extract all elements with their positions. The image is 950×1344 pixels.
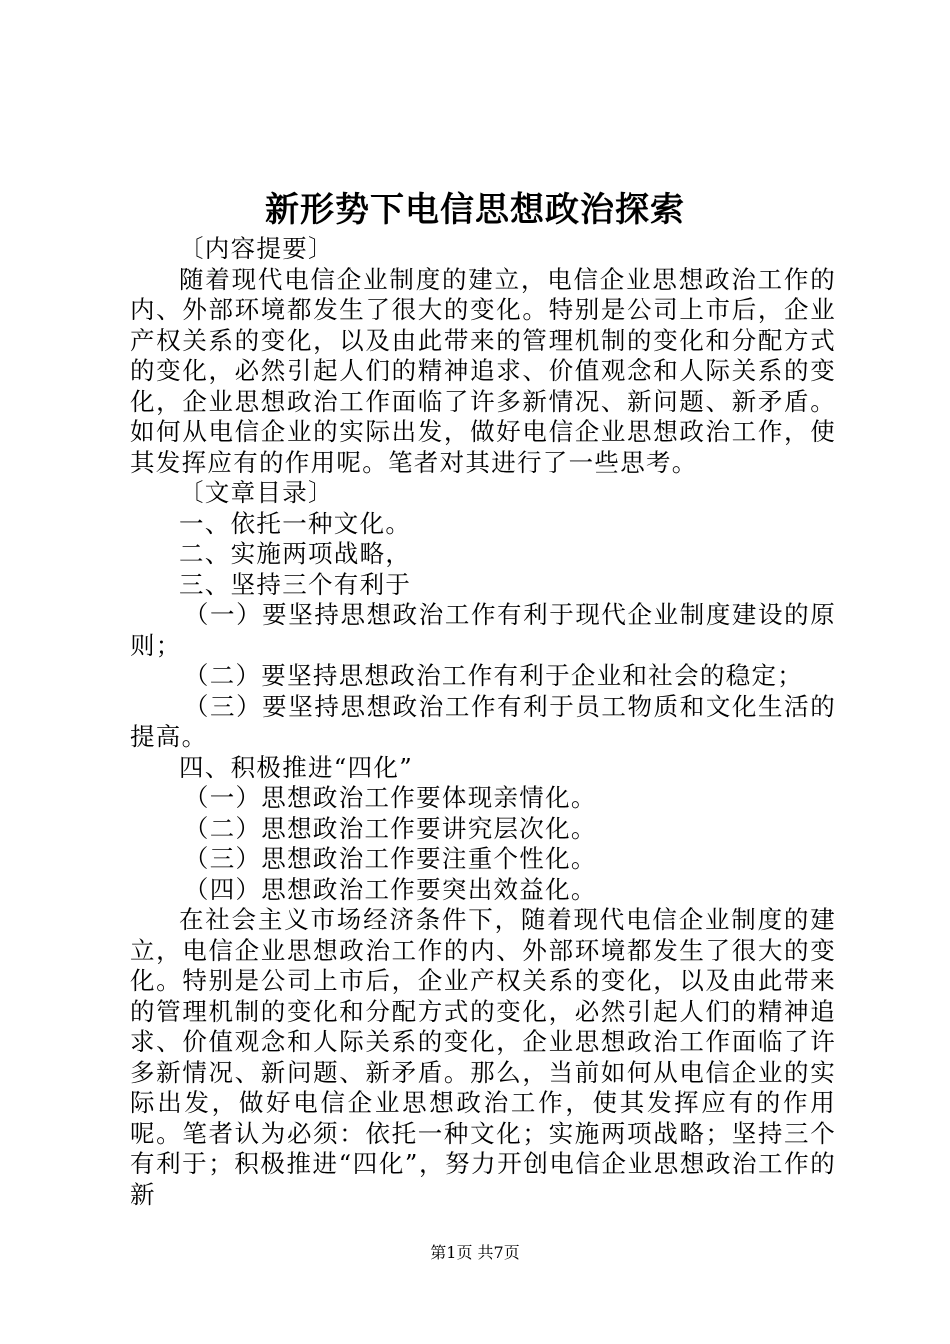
page-footer: 第1页 共7页 (430, 1243, 520, 1262)
toc-subitem-3-2: （二）要坚持思想政治工作有利于企业和社会的稳定； (183, 661, 804, 690)
toc-item-3: 三、坚持三个有利于 (179, 569, 412, 599)
toc-item-1: 一、依托一种文化。 (179, 508, 412, 538)
toc-item-2: 二、实施两项战略， (179, 539, 412, 568)
toc-subitem-3-1: （一）要坚持思想政治工作有利于现代企业制度建设的原则； (130, 600, 836, 660)
document-title: 新形势下电信思想政治探索 (265, 190, 685, 230)
toc-subitem-4-3: （三）思想政治工作要注重个性化。 (183, 844, 597, 873)
abstract-heading: 〔内容提要〕 (179, 234, 334, 263)
toc-item-4: 四、积极推进“四化” (179, 752, 414, 782)
document-body (130, 234, 836, 1210)
toc-subitem-4-1: （一）思想政治工作要体现亲情化。 (183, 783, 597, 812)
toc-heading: 〔文章目录〕 (179, 478, 334, 507)
abstract-paragraph: 随着现代电信企业制度的建立，电信企业思想政治工作的内、外部环境都发生了很大的变化。特别是公司上市后，企业产权关系的变化，以及由此带来的管理机制的变化和分配方式的变化，必然引起人们的精神追求、价值观念和人际关系的变化，企业思想政治工作面临了许多新情况、新问题、新矛盾。如何从电信企业的实际出发，做好电信企业思想政治工作，使其发挥应有的作用呢。笔者对其进行了一些思考。 (130, 264, 836, 477)
toc-subitem-4-2: （二）思想政治工作要讲究层次化。 (183, 813, 597, 843)
toc-subitem-4-4: （四）思想政治工作要突出效益化。 (183, 874, 597, 904)
toc-subitem-3-3: （三）要坚持思想政治工作有利于员工物质和文化生活的提高。 (130, 691, 836, 751)
body-paragraph: 在社会主义市场经济条件下，随着现代电信企业制度的建立，电信企业思想政治工作的内、外部环境都发生了很大的变化。特别是公司上市后，企业产权关系的变化，以及由此带来的管理机制的变化和分配方式的变化，必然引起人们的精神追求、价值观念和人际关系的变化，企业思想政治工作面临了许多新情况、新问题、新矛盾。那么，当前如何从电信企业的实际出发，做好电信企业思想政治工作，使其发挥应有的作用呢。笔者认为必须：依托一种文化；实施两项战略；坚持三个有利于；积极推进“四化”，努力开创电信企业思想政治工作的新 (130, 905, 836, 1209)
